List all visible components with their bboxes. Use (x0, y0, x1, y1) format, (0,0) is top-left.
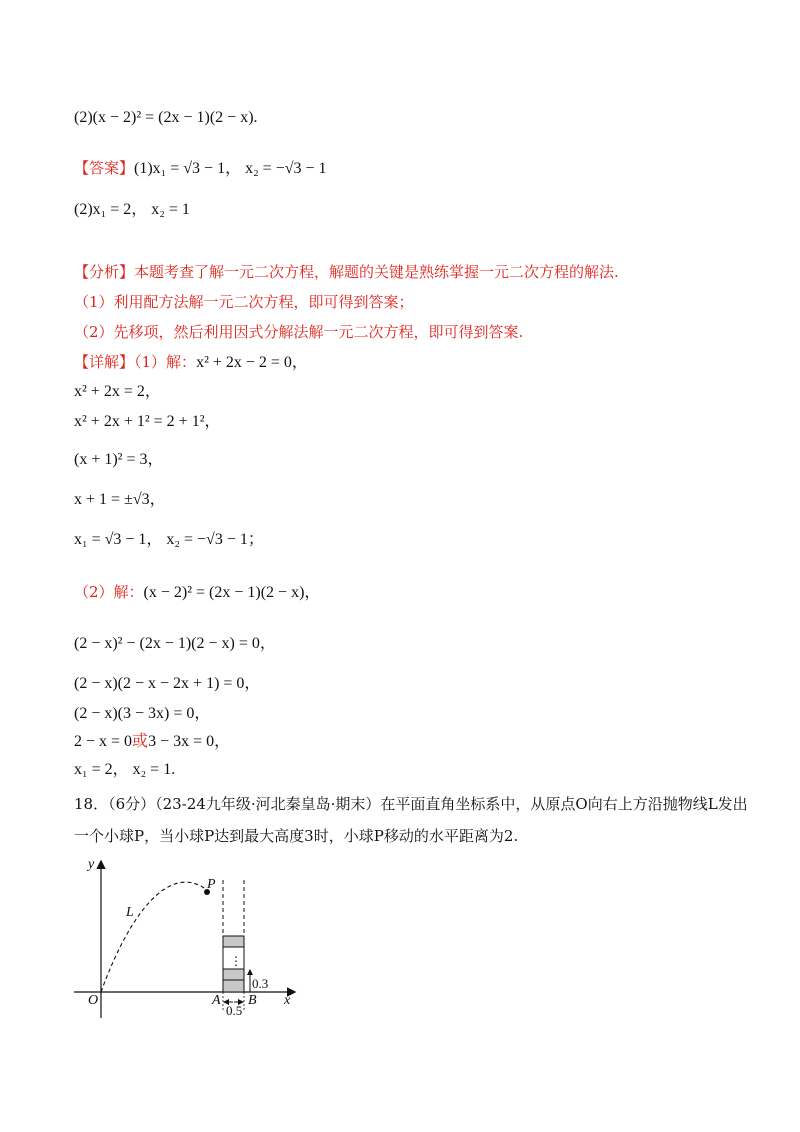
detail-step: x + 1 = ±√3， (74, 491, 166, 508)
analysis-tag: 【分析】 (74, 263, 135, 281)
detail-step: x₁ = √3 − 1， x₂ = −√3 − 1； (74, 531, 264, 548)
label-L: L (126, 905, 134, 920)
detail-or-right: 3 − 3x = 0， (148, 733, 231, 750)
detail-step: (2 − x)(2 − x − 2x + 1) = 0， (74, 675, 261, 692)
dots-label: ⋮ (230, 954, 242, 968)
label-0-3: 0.3 (252, 976, 269, 991)
analysis-line (74, 262, 619, 282)
detail-step: x² + 2x = 2， (74, 383, 161, 400)
detail-step: (x + 1)² = 3， (74, 451, 164, 468)
analysis-text: 本题考查了解一元二次方程，解题的关键是熟练掌握一元二次方程的解法. (134, 263, 619, 281)
detail-part2-equation: (x − 2)² = (2x − 1)(2 − x)， (143, 584, 321, 601)
label-O: O (88, 993, 99, 1008)
detail-step: (2 − x)² − (2x − 1)(2 − x) = 0， (74, 635, 276, 652)
block-top (223, 936, 244, 947)
answer-part-1: (1)x₁ = √3 − 1， x₂ = −√3 − 1 (134, 160, 327, 177)
label-y: y (88, 857, 95, 872)
label-A: A (212, 993, 221, 1008)
analysis-item-1: （1）利用配方法解一元二次方程，即可得到答案； (74, 293, 414, 311)
block-middle (223, 969, 244, 980)
parabola-figure (70, 852, 310, 1022)
detail-part1-label: （1）解： (134, 353, 197, 371)
detail-or-line (74, 732, 230, 752)
detail-step: (2 − x)(3 − 3x) = 0， (74, 705, 211, 722)
detail-part2-label: （2）解： (74, 583, 144, 601)
problem-2-statement: (2)(x − 2)² = (2x − 1)(2 − x). (74, 109, 258, 126)
detail-or-word: 或 (132, 733, 149, 750)
analysis-item-2: （2）先移项，然后利用因式分解法解一元二次方程，即可得到答案. (74, 323, 524, 341)
answer-tag: 【答案】 (74, 159, 135, 177)
detail-final: x₁ = 2， x₂ = 1. (74, 761, 176, 778)
block-bottom (223, 980, 244, 992)
label-P: P (207, 877, 216, 892)
answer-part-2: (2)x₁ = 2， x₂ = 1 (74, 201, 190, 218)
label-x: x (284, 993, 291, 1008)
detail-line (74, 352, 308, 373)
detail-part1-equation: x² + 2x − 2 = 0， (196, 354, 308, 371)
problem-18-line-2: 一个小球P，当小球P达到最大高度3时，小球P移动的水平距离为2. (74, 827, 519, 845)
detail-step: x² + 2x + 1² = 2 + 1²， (74, 413, 221, 430)
detail-tag: 【详解】 (74, 353, 135, 371)
answer-line-1 (74, 158, 327, 179)
label-B: B (248, 993, 257, 1008)
problem-18-line-1: 18．（6分）（23-24九年级·河北秦皇岛·期末）在平面直角坐标系中，从原点O向右上方沿抛物线L发出 (74, 795, 748, 813)
label-0-5: 0.5 (226, 1003, 243, 1018)
detail-part2-line (74, 582, 320, 603)
figure-svg (70, 852, 310, 1022)
parabola-curve (101, 882, 207, 992)
detail-or-left: 2 − x = 0 (74, 733, 133, 750)
